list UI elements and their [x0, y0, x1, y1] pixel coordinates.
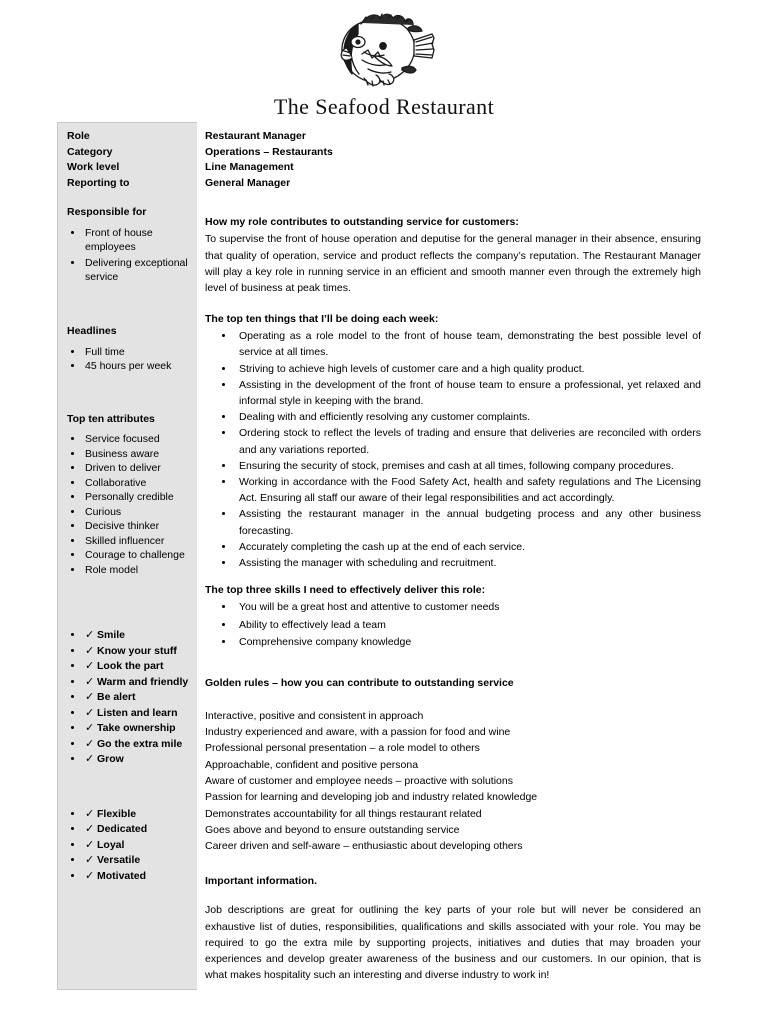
checklist-item-label: Be alert — [97, 691, 136, 704]
check-icon: ✓ — [85, 807, 95, 820]
checklist-item — [84, 807, 189, 822]
check-icon: ✓ — [85, 660, 95, 673]
list-item: • Courage to challenge — [84, 548, 189, 563]
checklist-item-label: Go the extra mile — [97, 737, 183, 750]
golden-rule-line: Industry experienced and aware, with a passion for food and wine — [205, 726, 511, 739]
heading-important-information: Important information. — [205, 875, 317, 888]
checklist-item — [84, 690, 189, 705]
checklist-item-label: Versatile — [97, 854, 141, 867]
checklist-item — [84, 675, 189, 690]
check-icon: ✓ — [85, 706, 95, 719]
check-icon: ✓ — [85, 629, 95, 642]
sidebar-heading-top-ten-attributes: Top ten attributes — [67, 412, 155, 425]
headlines-list — [67, 345, 189, 374]
heading-top-three-skills: The top three skills I need to effectively deliver this role: — [205, 584, 486, 597]
checklist-item-label: Take ownership — [97, 722, 176, 735]
check-icon: ✓ — [85, 675, 95, 688]
sidebar-column — [57, 122, 197, 990]
meta-value-work-level: Line Management — [205, 161, 294, 174]
checklist-item — [84, 752, 189, 767]
attributes-list — [67, 432, 189, 577]
checklist-item — [84, 838, 189, 853]
list-item: • Business aware — [84, 447, 189, 462]
checklist-item — [84, 869, 189, 884]
list-item: • Ensuring the security of stock, premises and cash at all times, following company procedures. — [235, 458, 701, 474]
list-item: • Assisting the restaurant manager in the annual budgeting process and any other business forecasting. — [235, 506, 701, 538]
list-item: • Delivering exceptional service — [84, 256, 189, 285]
check-icon: ✓ — [85, 691, 95, 704]
checklist-item — [84, 737, 189, 752]
list-item: • 45 hours per week — [84, 359, 189, 374]
check-icon: ✓ — [85, 823, 95, 836]
checklist-item — [84, 628, 189, 643]
meta-label-role: Role — [67, 130, 90, 142]
check-icon: ✓ — [85, 753, 95, 766]
meta-label-reporting-to: Reporting to — [67, 176, 130, 189]
meta-label-category: Category — [67, 145, 113, 158]
list-item: • Driven to deliver — [84, 461, 189, 476]
checklist-item-label: Warm and friendly — [97, 675, 189, 688]
list-item: • Decisive thinker — [84, 519, 189, 534]
contribution-body: To supervise the front of house operation and deputise for the general manager in their absence, ensuring that quality of operation, service and product reflects the company’s reputation. The Restaurant Manager will play a key role in running service in an efficient and smooth manner even through the extremely high level of business at peak times. — [205, 233, 701, 294]
golden-rule-line: Passion for learning and developing job and industry related knowledge — [205, 791, 538, 804]
brand-title: The Seafood Restaurant — [273, 94, 495, 119]
list-item: • Front of house employees — [84, 226, 189, 255]
list-item: • Striving to achieve high levels of customer care and a high quality product. — [235, 361, 701, 377]
golden-rule-line: Career driven and self-aware – enthusiastic about developing others — [205, 840, 523, 853]
top-ten-list — [205, 328, 701, 571]
check-icon: ✓ — [85, 838, 95, 851]
checklist-item-label: Dedicated — [97, 823, 148, 836]
heading-contribution: How my role contributes to outstanding service for customers: — [205, 216, 519, 229]
list-item: • Assisting in the development of the front of house team to ensure a professional, yet relaxed and informal style in keeping with the brand. — [235, 377, 701, 409]
check-icon: ✓ — [85, 869, 95, 882]
list-item: • Service focused — [84, 432, 189, 447]
checklist-item-label: Smile — [97, 629, 126, 642]
checklist-item-label: Listen and learn — [97, 706, 178, 719]
list-item: • Ordering stock to reflect the levels of trading and ensure that deliveries are reconciled with orders and any variations reported. — [235, 425, 701, 457]
meta-value-category: Operations – Restaurants — [205, 145, 333, 158]
heading-golden-rules: Golden rules – how you can contribute to outstanding service — [205, 676, 514, 689]
top-three-skills-list — [205, 599, 701, 652]
list-item: • Personally credible — [84, 490, 189, 505]
checklist-item-label: Motivated — [97, 869, 147, 882]
meta-label-work-level: Work level — [67, 161, 120, 174]
golden-rule-line: Approachable, confident and positive persona — [205, 758, 419, 771]
responsible-for-list — [67, 226, 189, 285]
list-item: • Collaborative — [84, 476, 189, 491]
value-checklist — [67, 807, 189, 884]
job-description-table — [57, 122, 710, 990]
golden-rule-line: Aware of customer and employee needs – proactive with solutions — [205, 774, 513, 787]
list-item: • You will be a great host and attentive to customer needs — [235, 599, 701, 617]
check-icon: ✓ — [85, 854, 95, 867]
checklist-item-label: Look the part — [97, 660, 164, 673]
checklist-item — [84, 644, 189, 659]
list-item: • Comprehensive company knowledge — [235, 634, 701, 652]
important-information-body: Job descriptions are great for outlining the key parts of your role but will never be considered an exhaustive list of duties, responsibilities, qualifications and skills associated with your role. You may be required to go the extra mile by supporting projects, initiatives and duties that may broaden your experiences and develop greater awareness of the business and our customers. In our opinion, that is what makes hospitality such an interesting and diverse industry to work in! — [205, 904, 701, 982]
check-icon: ✓ — [85, 737, 95, 750]
list-item: • Working in accordance with the Food Safety Act, health and safety regulations and The Licensing Act. Ensuring all staff our aware of their legal responsibilities and act accordingly. — [235, 474, 701, 506]
heading-top-ten-things: The top ten things that I’ll be doing each week: — [205, 313, 439, 326]
checklist-item-label: Grow — [97, 753, 124, 766]
golden-rule-line: Professional personal presentation – a role model to others — [205, 742, 480, 755]
checklist-item — [84, 706, 189, 721]
checklist-item — [84, 853, 189, 868]
john-dory-fish-logo-icon — [0, 12, 768, 90]
list-item: • Accurately completing the cash up at the end of each service. — [235, 539, 701, 555]
list-item: • Ability to effectively lead a team — [235, 617, 701, 635]
checklist-item — [84, 822, 189, 837]
checklist-item — [84, 721, 189, 736]
checklist-item-label: Flexible — [97, 807, 137, 820]
sidebar-heading-responsible-for: Responsible for — [67, 206, 147, 219]
list-item: • Dealing with and efficiently resolving any customer complaints. — [235, 409, 701, 425]
list-item: • Curious — [84, 505, 189, 520]
check-icon: ✓ — [85, 644, 95, 657]
checklist-item-label: Know your stuff — [97, 644, 177, 657]
golden-rule-line: Goes above and beyond to ensure outstanding service — [205, 823, 460, 836]
golden-rules-lines — [205, 708, 701, 855]
sidebar-heading-headlines: Headlines — [67, 324, 117, 337]
golden-rule-checklist — [67, 628, 189, 767]
list-item: • Assisting the manager with scheduling and recruitment. — [235, 555, 701, 571]
list-item: • Skilled influencer — [84, 534, 189, 549]
check-icon: ✓ — [85, 722, 95, 735]
golden-rule-line: Demonstrates accountability for all things restaurant related — [205, 807, 482, 820]
checklist-item — [84, 659, 189, 674]
golden-rule-line: Interactive, positive and consistent in approach — [205, 709, 424, 722]
meta-value-reporting-to: General Manager — [205, 176, 291, 189]
list-item: • Role model — [84, 563, 189, 578]
meta-value-role: Restaurant Manager — [205, 130, 306, 142]
checklist-item-label: Loyal — [97, 838, 125, 851]
letterhead — [0, 0, 768, 120]
list-item: • Full time — [84, 345, 189, 360]
main-column — [197, 122, 710, 990]
list-item: • Operating as a role model to the front of house team, demonstrating the best possible level of service at all times. — [235, 328, 701, 360]
